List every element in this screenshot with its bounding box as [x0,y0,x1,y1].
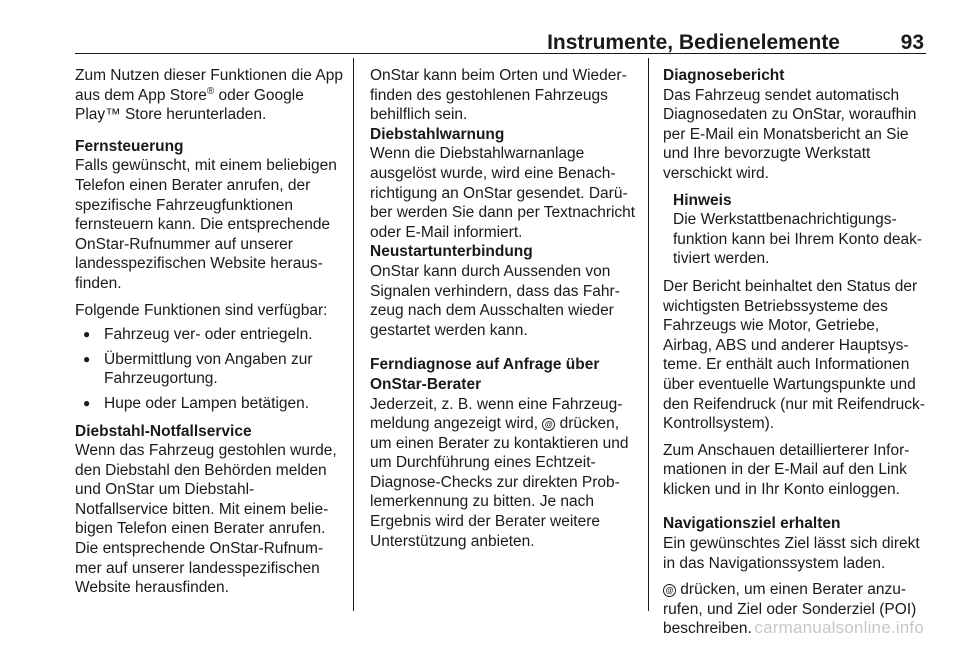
note-heading: Hinweis [673,191,732,209]
navigation-press-paragraph: @ drücken, um einen Berater anzurufen, und Ziel oder Sonderziel (POI) beschreiben. [663,581,917,638]
onstar-button-icon: @ [542,418,555,431]
functions-intro: Folgende Funktionen sind verfügbar: [75,301,328,319]
restart-heading: Neustartunterbindung [370,243,533,261]
note-box [663,191,931,269]
report-heading: Diagnosebericht [663,67,785,84]
restart-paragraph: OnStar kann durch Aussenden von Signalen verhindern, dass das Fahrzeug nach dem Ausschalten wieder gestartet werden kann. [370,262,620,339]
theft-paragraph: Wenn das Fahrzeug gestohlen wurde, den Diebstahl den Behörden melden und OnStar um Diebstahl-Notfallservice bitten. Mit einem beliebigen Telefon einen Berater anrufen. Die entsprechende OnStar-Rufnummer auf unserer landesspezifischen Website herausfinden. [75,442,337,597]
report-content-paragraph: Der Bericht beinhaltet den Status der wichtigsten Betriebssysteme des Fahrzeugs wie Motor, Getriebe, Airbag, ABS und anderer Hauptsysteme. Er enthält auch Informationen über eventuelle Wartungspunkte und den Reifendruck (nur mit Reifendruck-Kontrollsystem). [663,277,925,433]
alarm-paragraph: Wenn die Diebstahlwarnanlage ausgelöst wurde, wird eine Benachrichtigung an OnStar gesendet. Darüber werden Sie dann per Textnachricht oder E-Mail informiert. [370,145,636,241]
navigation-paragraph: Ein gewünschtes Ziel lässt sich direkt in das Navigationssystem laden. [663,535,920,572]
theft-heading: Diebstahl-Notfallservice [75,422,252,440]
navigation-heading: Navigationsziel erhalten [663,515,841,533]
functions-list [75,325,343,413]
report-view-paragraph: Zum Anschauen detaillierterer Informationen in der E-Mail auf den Link klicken und in Ihr Konto einloggen. [663,441,910,498]
watermark: carmanualsonline.info [754,618,924,637]
remote-paragraph: Falls gewünscht, mit einem beliebigen Telefon einen Berater anrufen, der spezifische Fahrzeugfunktionen fernsteuern kann. Die entsprechende OnStar-Rufnummer auf unserer landesspezifischen Website herausfinden. [75,157,337,292]
onstar-button-icon: @ [663,584,676,597]
diagnosis-heading: Ferndiagnose auf Anfrage über OnStar-Berater [370,356,600,393]
column-middle [370,66,638,558]
note-paragraph: Die Werkstattbenachrichtigungsfunktion kann bei Ihrem Konto deaktiviert werden. [673,211,923,268]
locate-paragraph: OnStar kann beim Orten und Wiederfinden des gestohlenen Fahrzeugs behilflich sein. [370,67,627,124]
column-left [75,66,343,605]
column-divider-right [648,58,649,611]
list-item: ● Fahrzeug ver- oder entriegeln. [75,325,343,345]
page-number: 93 [900,31,924,54]
column-divider-left [353,58,354,611]
intro-paragraph: Zum Nutzen dieser Funktionen die App aus dem App Store® oder Google Play™ Store herunterladen. [75,67,343,124]
list-item: ● Hupe oder Lampen betätigen. [75,394,343,414]
diagnosis-paragraph: Jederzeit, z. B. wenn eine Fahrzeugmeldung angezeigt wird, @ drücken, um einen Berater zu kontaktieren und um Durchführung eines Echtzeit-Diagnose-Checks zur direkten Problemerkennung zu bitten. Je nach Ergebnis wird der Berater weitere Unterstützung anbieten. [370,395,629,550]
list-item: ● Übermittlung von Angaben zur Fahrzeugortung. [75,350,343,389]
column-right [663,66,931,646]
report-paragraph: Das Fahrzeug sendet automatisch Diagnosedaten zu OnStar, woraufhin per E-Mail ein Monatsbericht an Sie und Ihre bevorzugte Werkstatt verschickt wird. [663,86,917,182]
alarm-heading: Diebstahlwarnung [370,125,505,143]
header-divider [75,53,926,54]
page-title: Instrumente, Bedienelemente [547,31,840,54]
registered-mark: ® [206,85,215,97]
remote-heading: Fernsteuerung [75,137,184,155]
